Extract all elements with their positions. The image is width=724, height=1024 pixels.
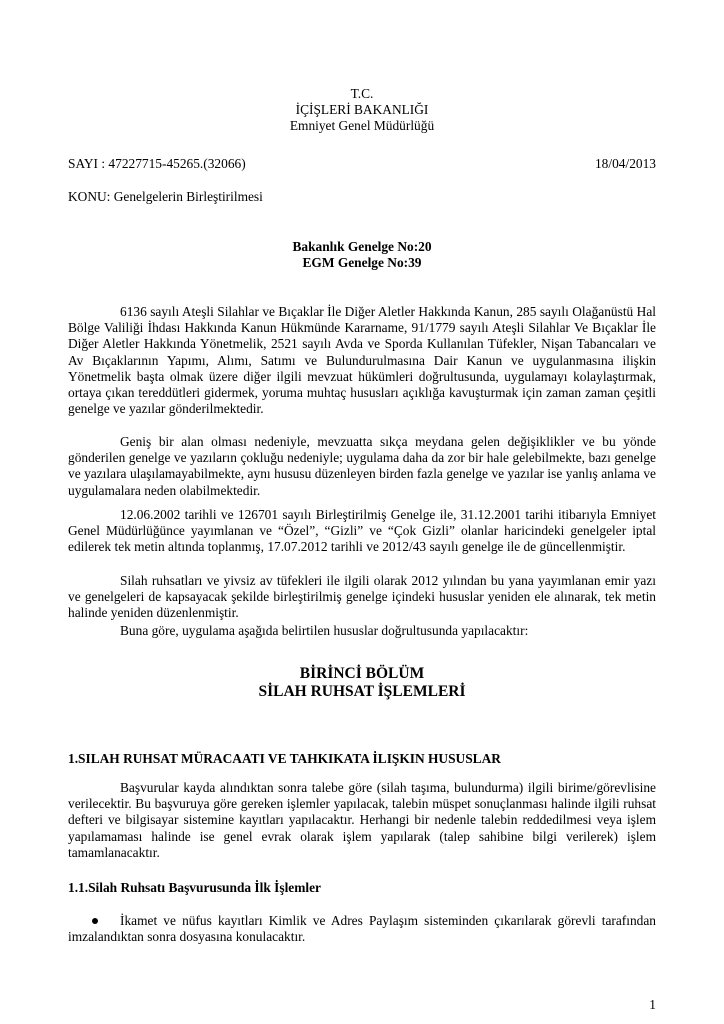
bullet-text: İkamet ve nüfus kayıtları Kimlik ve Adres Paylaşım sisteminden çıkarılarak görevli tarafından imzalandıktan sonra dosyasına konulacaktır. (68, 913, 656, 945)
section-body: Başvurular kayda alındıktan sonra talebe göre (silah taşıma, bulundurma) ilgili birime/görevlisine verilecektir. Bu başvuruya göre gereken işlemler yapılacak, talebin müspet sonuçlanması halinde ilgili ruhsat defteri ve bilgisayar sistemine kayıtları yapılacaktır. Herhangi bir nedenle talebin reddedilmesi veya işlem yapılamaması halinde ise genel evrak olarak işlem yapılarak (talep sahibine bilgi verilerek) işlem tamamlanacaktır. (68, 780, 656, 860)
paragraph-4: Silah ruhsatları ve yivsiz av tüfekleri ile ilgili olarak 2012 yılından bu yana yayımlanan emir yazı ve genelgeleri de kapsayacak şekilde birleştirilmiş genelge içindeki hususlar yeniden ele alınarak, tek metin halinde yeniden düzenlenmiştir. (68, 573, 656, 621)
circular-egm-number: EGM Genelge No:39 (302, 255, 422, 270)
document-subject: KONU: Genelgelerin Birleştirilmesi (68, 189, 263, 204)
paragraph-3: 12.06.2002 tarihli ve 126701 sayılı Birleştirilmiş Genelge ile, 31.12.2001 tarihi itibarıyla Emniyet Genel Müdürlüğünce yayımlanan ve “Özel”, “Gizli” ve “Çok Gizli” olanlar haricindeki genelgeler iptal edilerek tek metin altında toplanmış, 17.07.2012 tarihli ve 2012/43 sayılı genelge ile de güncellenmiştir. (68, 507, 656, 555)
paragraph-2: Geniş bir alan olması nedeniyle, mevzuatta sıkça meydana gelen değişiklikler ve bu yönde gönderilen genelge ve yazıların çokluğu nedeniyle; uygulama daha da zor bir hale gelebilmekte, bazı genelge ve yazılara ulaşılamayabilmekte, aynı hususu düzenleyen birden fazla genelge ve yazılar ise yanlış anlama ve uygulamalara neden olabilmektedir. (68, 434, 656, 498)
header-tc: T.C. (350, 86, 374, 101)
subsection-heading: 1.1.Silah Ruhsatı Başvurusunda İlk İşlemler (68, 880, 322, 895)
circular-ministry-number: Bakanlık Genelge No:20 (292, 239, 432, 254)
chapter-title: BİRİNCİ BÖLÜM (299, 665, 425, 682)
paragraph-1: 6136 sayılı Ateşli Silahlar ve Bıçaklar İle Diğer Aletler Hakkında Kanun, 285 sayılı Olağanüstü Hal Bölge Valiliği İhdası Hakkında Kanun Hükmünde Kararname, 91/1779 sayılı Ateşli Silahlar Ve Bıçaklar İle Diğer Aletler Hakkında Yönetmelik, 2521 sayılı Avda ve Sporda Kullanılan Tüfekler, Nişan Tabancaları ve Av Bıçaklarının Yapımı, Alımı, Satımı ve Bulundurulmasına Dair Kanun ve uygulanmasına ilişkin Yönetmelik başta olmak üzere diğer ilgili mevzuat hükümleri doğrultusunda, uygulamayı kolaylaştırmak, ortaya çıkan tereddütleri gidermek, yoruma muhtaç hususları açıklığa kavuşturmak için zaman zaman çeşitli genelge ve yazılar gönderilmektedir. (68, 304, 656, 417)
header-ministry: İÇİŞLERİ BAKANLIĞI (295, 102, 429, 117)
document-number: SAYI : 47227715-45265.(32066) (68, 156, 246, 171)
chapter-subtitle: SİLAH RUHSAT İŞLEMLERİ (258, 683, 466, 700)
document-date: 18/04/2013 (594, 156, 656, 171)
page-number: 1 (649, 997, 656, 1012)
section-heading: 1.SILAH RUHSAT MÜRACAATI VE TAHKIKATA İLIŞKIN HUSUSLAR (68, 751, 501, 766)
paragraph-5: Buna göre, uygulama aşağıda belirtilen hususlar doğrultusunda yapılacaktır: (120, 623, 529, 638)
header-directorate: Emniyet Genel Müdürlüğü (289, 118, 435, 133)
